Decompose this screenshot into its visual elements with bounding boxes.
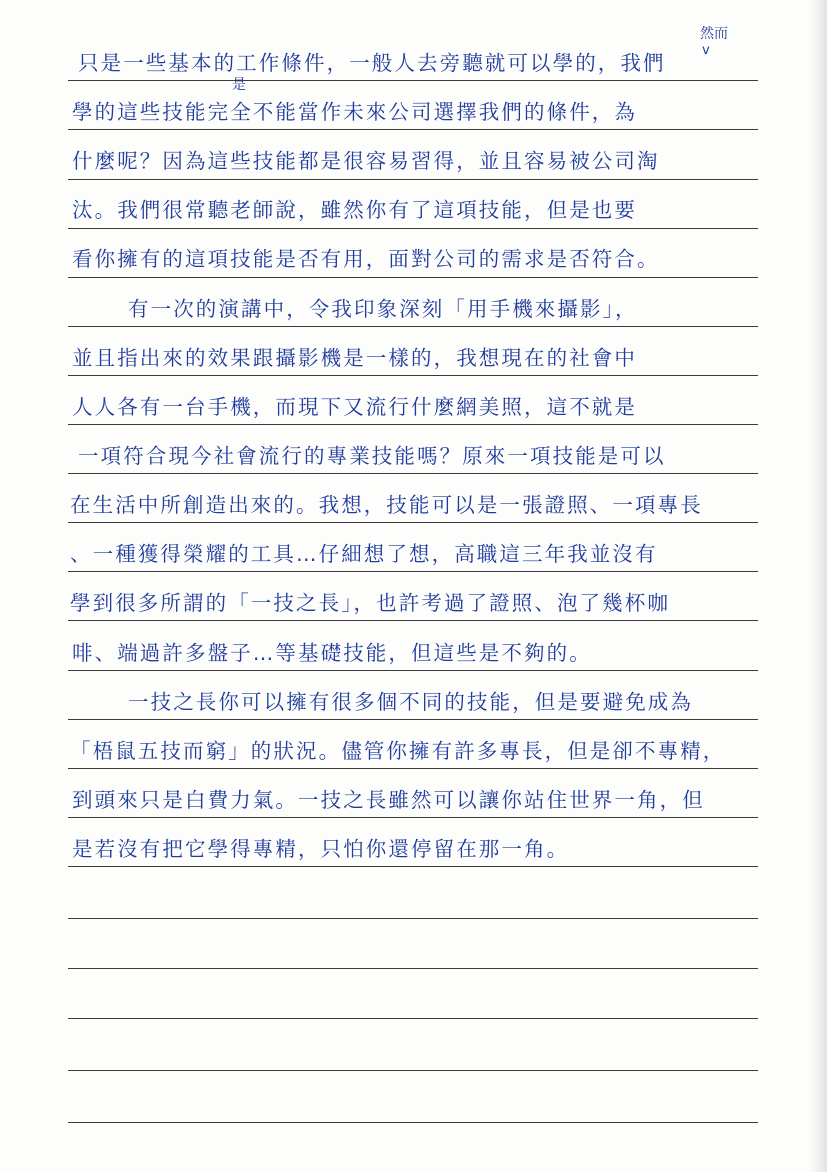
essay-line: 只是一些基本的工作條件，一般人去旁聽就可以學的，我們 bbox=[78, 51, 666, 75]
insertion-ran-er: 然而 bbox=[700, 26, 728, 42]
ruled-line bbox=[68, 670, 758, 671]
essay-line: 在生活中所創造出來的。我想，技能可以是一張證照、一項專長 bbox=[70, 493, 703, 517]
ruled-line bbox=[68, 571, 758, 572]
essay-line: 看你擁有的這項技能是否有用，面對公司的需求是否符合。 bbox=[72, 247, 660, 271]
ruled-line bbox=[68, 1018, 758, 1019]
essay-line: 汰。我們很常聽老師說，雖然你有了這項技能，但是也要 bbox=[72, 198, 637, 222]
ruled-line bbox=[68, 326, 758, 327]
ruled-line bbox=[68, 620, 758, 621]
essay-line: 、一種獲得榮耀的工具…仔細想了想，高職這三年我並沒有 bbox=[70, 542, 658, 566]
ruled-line bbox=[68, 473, 758, 474]
ruled-line bbox=[68, 129, 758, 130]
essay-line: 到頭來只是白費力氣。一技之長雖然可以讓你站住世界一角，但 bbox=[72, 788, 705, 812]
ruled-line bbox=[68, 918, 758, 919]
ruled-line bbox=[68, 1122, 758, 1123]
ruled-line bbox=[68, 179, 758, 180]
ruled-line bbox=[68, 228, 758, 229]
ruled-line bbox=[68, 968, 758, 969]
essay-line: 一項符合現今社會流行的專業技能嗎？原來一項技能是可以 bbox=[78, 444, 666, 468]
ruled-line bbox=[68, 866, 758, 867]
ruled-line bbox=[68, 768, 758, 769]
essay-line: 什麼呢？因為這些技能都是很容易習得，並且容易被公司淘 bbox=[72, 149, 660, 173]
page-edge bbox=[809, 0, 827, 1172]
ruled-line bbox=[68, 424, 758, 425]
ruled-line bbox=[68, 719, 758, 720]
insertion-shi: 是 bbox=[232, 77, 246, 93]
essay-line: 一技之長你可以擁有很多個不同的技能，但是要避免成為 bbox=[128, 690, 693, 714]
ruled-line bbox=[68, 277, 758, 278]
essay-line: 學的這些技能完全不能當作未來公司選擇我們的條件，為 bbox=[72, 100, 637, 124]
ruled-line bbox=[68, 1070, 758, 1071]
insertion-caret: v bbox=[702, 43, 710, 58]
essay-line: 人人各有一台手機，而現下又流行什麼網美照，這不就是 bbox=[72, 395, 637, 419]
essay-line: 有一次的演講中，令我印象深刻「用手機來攝影」， bbox=[128, 297, 638, 321]
ruled-line bbox=[68, 522, 758, 523]
ruled-line bbox=[68, 375, 758, 376]
ruled-line bbox=[68, 817, 758, 818]
essay-line: 是若沒有把它學得專精，只怕你還停留在那一角。 bbox=[72, 837, 570, 861]
essay-line: 學到很多所謂的「一技之長」，也許考過了證照、泡了幾杯咖 bbox=[70, 591, 670, 615]
ruled-line bbox=[68, 80, 758, 81]
essay-line: 啡、端過許多盤子…等基礎技能，但這些是不夠的。 bbox=[72, 641, 592, 665]
essay-line: 並且指出來的效果跟攝影機是一樣的，我想現在的社會中 bbox=[72, 346, 637, 370]
essay-line: 「梧鼠五技而窮」的狀況。儘管你擁有許多專長，但是卻不專精， bbox=[70, 739, 726, 763]
